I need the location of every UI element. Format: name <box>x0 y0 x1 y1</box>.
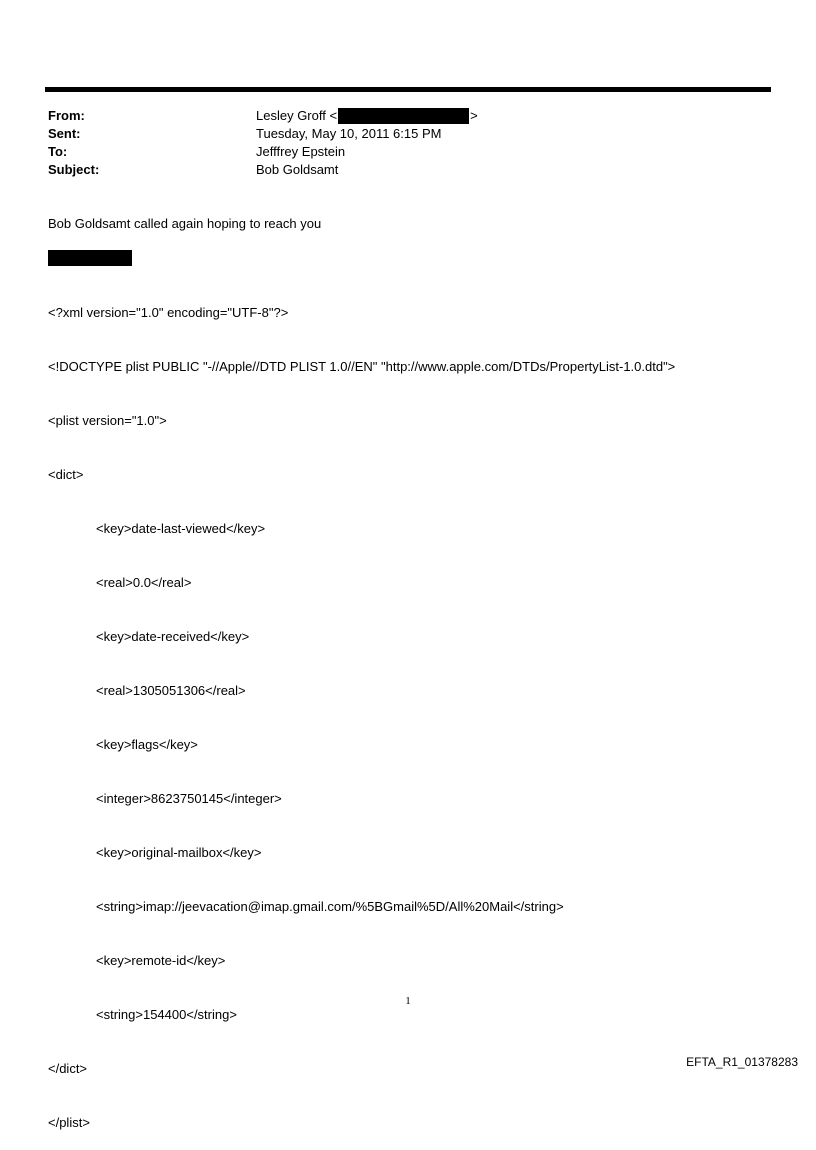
plist-line: <real>0.0</real> <box>96 575 192 590</box>
subject-label: Subject: <box>48 162 100 177</box>
plist-line: <key>date-last-viewed</key> <box>96 521 266 536</box>
plist-line: <key>original-mailbox</key> <box>96 845 262 860</box>
plist-line: <string>154400</string> <box>96 1007 237 1022</box>
plist-line: <string>imap://jeevacation@imap.gmail.com/%5BGmail%5D/All%20Mail</string> <box>96 899 564 914</box>
from-name: Lesley Groff < <box>256 108 338 123</box>
from-bracket-close: > <box>470 108 478 123</box>
plist-line: <dict> <box>48 467 84 482</box>
plist-line: <?xml version="1.0" encoding="UTF-8"?> <box>48 305 289 320</box>
header-row-from <box>48 107 478 125</box>
from-label: From: <box>48 108 85 123</box>
plist-line: </dict> <box>48 1061 88 1076</box>
plist-line: <key>date-received</key> <box>96 629 250 644</box>
plist-line: <key>remote-id</key> <box>96 953 226 968</box>
email-body: Bob Goldsamt called again hoping to reach you <box>48 216 322 231</box>
email-header <box>48 107 478 179</box>
bates-number: EFTA_R1_01378283 <box>686 1055 798 1069</box>
plist-line: <!DOCTYPE plist PUBLIC "-//Apple//DTD PLIST 1.0//EN" "http://www.apple.com/DTDs/PropertyList-1.0.dtd"> <box>48 359 676 374</box>
plist-line: </plist> <box>48 1115 90 1130</box>
from-value <box>256 107 478 125</box>
plist-line: <real>1305051306</real> <box>96 683 246 698</box>
subject-value: Bob Goldsamt <box>256 162 339 177</box>
header-row-to <box>48 143 478 161</box>
header-row-subject <box>48 161 478 179</box>
to-value: Jefffrey Epstein <box>256 144 346 159</box>
redacted-email-address <box>338 108 469 124</box>
redacted-block <box>48 250 132 266</box>
header-divider <box>45 87 771 92</box>
plist-line: <integer>8623750145</integer> <box>96 791 282 806</box>
plist-metadata <box>48 268 675 1150</box>
sent-value: Tuesday, May 10, 2011 6:15 PM <box>256 126 442 141</box>
plist-line: <plist version="1.0"> <box>48 413 167 428</box>
page-number: 1 <box>405 995 411 1007</box>
to-label: To: <box>48 144 68 159</box>
header-row-sent <box>48 125 478 143</box>
sent-label: Sent: <box>48 126 81 141</box>
plist-line: <key>flags</key> <box>96 737 198 752</box>
